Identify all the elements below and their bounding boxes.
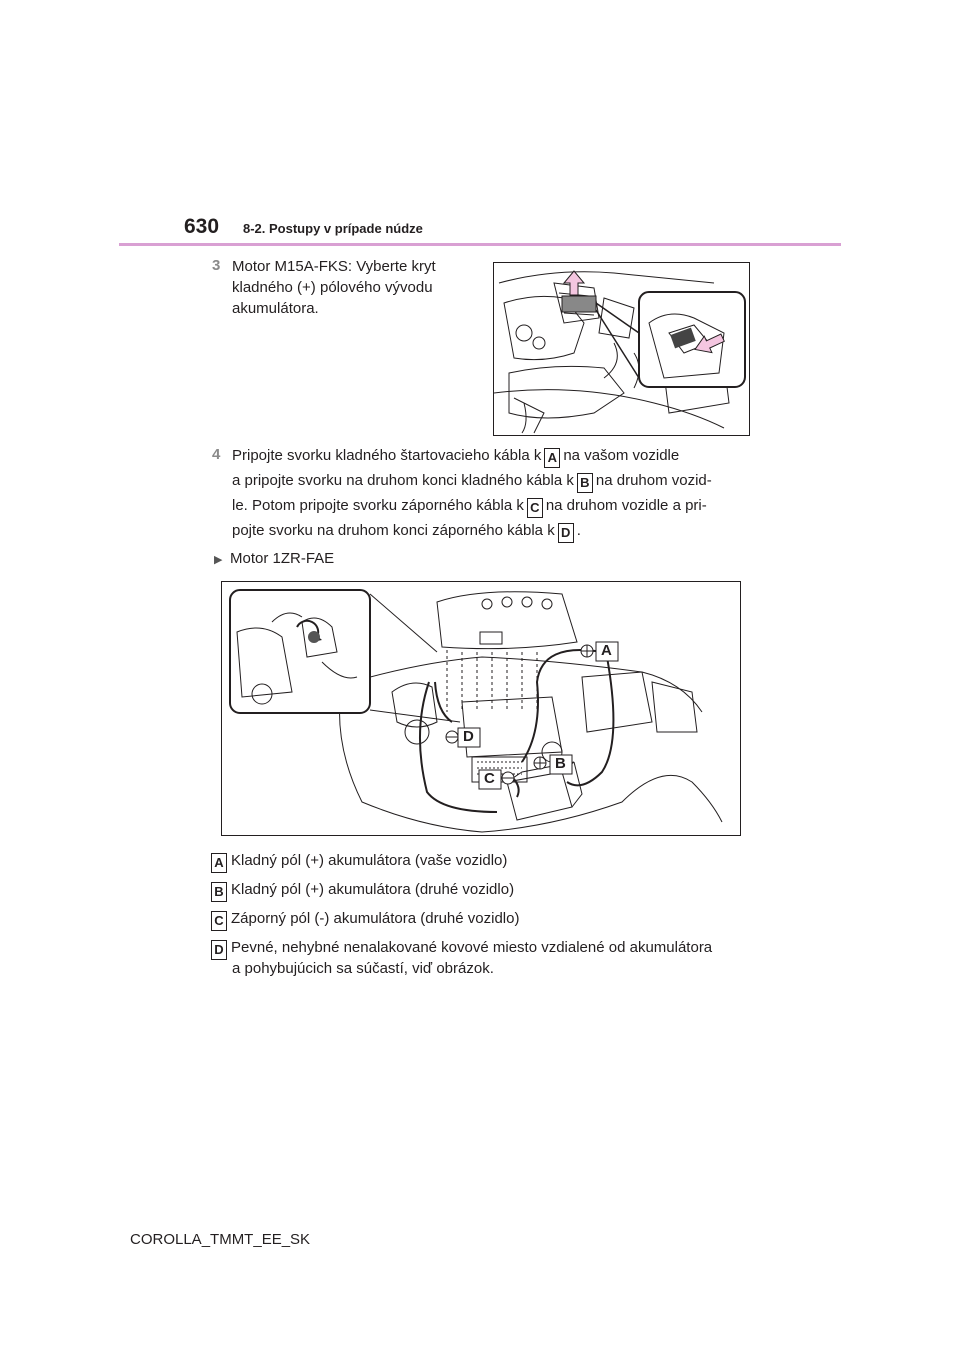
letter-b-box: B xyxy=(577,473,593,493)
legend-text-a: Kladný pól (+) akumulátora (vaše vozidlo) xyxy=(231,852,508,869)
legend-row-d xyxy=(211,938,712,960)
engine-bay-illustration-2 xyxy=(222,582,740,835)
legend-text-d: Pevné, nehybné nenalakované kovové miesto vzdialené od akumulátora xyxy=(231,939,713,956)
step-4-line-1 xyxy=(232,446,679,468)
section-title: 8-2. Postupy v prípade núdze xyxy=(243,221,423,236)
step-4-line-2a: a pripojte svorku na druhom konci kladného kábla k xyxy=(232,472,574,489)
legend-text-b: Kladný pól (+) akumulátora (druhé vozidlo) xyxy=(231,881,515,898)
figure-1zr-fae-jump-start xyxy=(221,581,741,836)
page-number: 630 xyxy=(184,215,220,238)
step-3-line-1: Motor M15A-FKS: Vyberte kryt xyxy=(232,258,436,275)
step-4-number: 4 xyxy=(212,446,221,463)
step-4-line-2b: na druhom vozid- xyxy=(595,472,712,489)
letter-a-box: A xyxy=(544,448,560,468)
figure-label-c: C xyxy=(484,770,495,787)
triangle-bullet-icon: ▶ xyxy=(214,554,223,566)
step-3-number: 3 xyxy=(212,257,221,274)
letter-c-box: C xyxy=(527,498,543,518)
legend-row-a xyxy=(211,851,507,873)
step-4-line-3 xyxy=(232,496,707,518)
engine-bay-illustration-1 xyxy=(494,263,749,435)
figure-m15a-terminal-cover xyxy=(493,262,750,436)
letter-d-box: D xyxy=(558,523,574,543)
legend-letter-d: D xyxy=(211,940,227,960)
figure-label-a: A xyxy=(601,642,612,659)
step-4-line-3a: le. Potom pripojte svorku záporného kábla k xyxy=(232,497,524,514)
legend-text-c: Záporný pól (-) akumulátora (druhé vozidlo) xyxy=(231,910,520,927)
legend-text-d-continued: a pohybujúcich sa súčastí, viď obrázok. xyxy=(232,960,494,977)
legend-letter-c: C xyxy=(211,911,227,931)
step-4-line-2 xyxy=(232,471,712,493)
step-4-line-4b: . xyxy=(576,522,581,539)
step-3-line-2: kladného (+) pólového vývodu xyxy=(232,279,433,296)
step-4-line-1a: Pripojte svorku kladného štartovacieho kábla k xyxy=(232,447,542,464)
footer-doc-code: COROLLA_TMMT_EE_SK xyxy=(130,1231,311,1248)
step-4-line-1b: na vašom vozidle xyxy=(563,447,680,464)
legend-letter-b: B xyxy=(211,882,227,902)
step-4-line-3b: na druhom vozidle a pri- xyxy=(545,497,707,514)
legend-letter-a: A xyxy=(211,853,227,873)
step-4-line-4 xyxy=(232,521,581,543)
engine-heading: Motor 1ZR-FAE xyxy=(230,550,335,567)
legend-row-c xyxy=(211,909,519,931)
figure-label-b: B xyxy=(555,755,566,772)
step-3-line-3: akumulátora. xyxy=(232,300,319,317)
legend-row-b xyxy=(211,880,514,902)
step-4-line-4a: pojte svorku na druhom konci záporného kábla k xyxy=(232,522,555,539)
figure-label-d: D xyxy=(463,728,474,745)
header-rule xyxy=(119,243,841,246)
